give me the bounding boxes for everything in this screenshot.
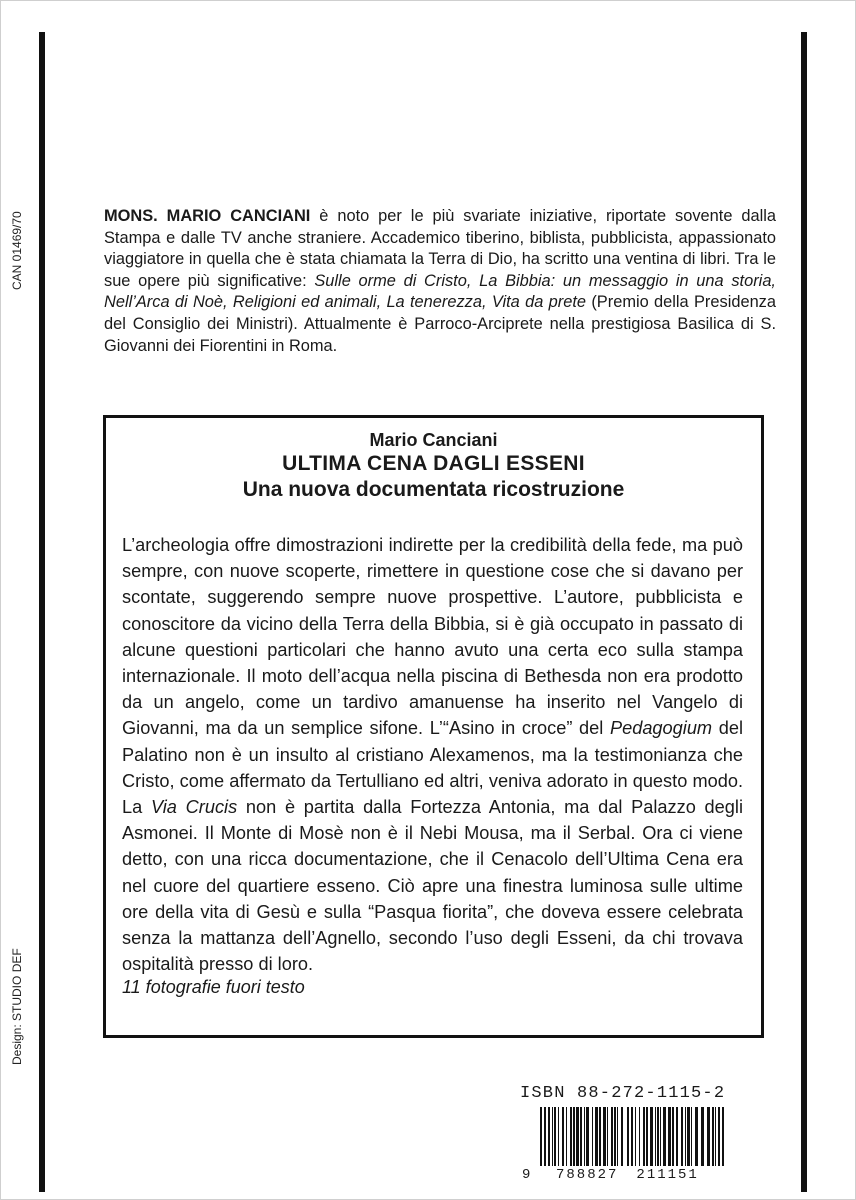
barcode-bar	[617, 1107, 618, 1169]
barcode-bar	[701, 1107, 704, 1169]
synopsis-part-1: L’archeologia offre dimostrazioni indirette per la credibilità della fede, ma può sempre, con nuove scoperte, rimettere in questione cose che si davano per scontate, suggerendo sempre nuove prospettive. L’autore, pubblicista e conoscitore da vicino della Terra della Bibbia, si è già occupato in passato di alcune questioni particolari che hanno avuto una certa eco sulla stampa internazionale. Il moto dell’acqua nella piscina di Bethesda non era prodotto da un angelo, come un tardivo amanuense ha inserito nel Vangelo di Giovanni, ma da un semplice sifone. L’“Asino in croce” del	[122, 535, 743, 739]
photos-note: 11 fotografie fuori testo	[122, 977, 305, 997]
barcode-bar	[668, 1107, 671, 1169]
barcode-bar	[691, 1107, 692, 1169]
barcode-bar	[592, 1107, 593, 1169]
barcode-bar	[599, 1107, 601, 1169]
barcode-bar	[595, 1107, 598, 1169]
barcode-bar	[643, 1107, 645, 1169]
barcode-bar	[715, 1107, 716, 1169]
barcode-bar	[660, 1107, 661, 1169]
barcode-bar	[562, 1107, 564, 1169]
left-vertical-rule	[39, 32, 45, 1192]
synopsis-part-2: del Palatino non è un insulto al cristiano Alexamenos, ma la testimonianza che Cristo, come affermato da Tertulliano ed altri, veniva adorato in questo modo. La	[122, 718, 744, 818]
barcode-bar	[707, 1107, 710, 1169]
barcode-bar	[576, 1107, 579, 1169]
barcode-bar	[635, 1107, 636, 1169]
barcode-bar	[614, 1107, 616, 1169]
barcode-bar	[570, 1107, 572, 1169]
barcode-bar	[558, 1107, 559, 1169]
catalog-code: CAN 01469/70	[10, 211, 24, 290]
synopsis-italic-1: Pedagogium	[609, 718, 713, 739]
author-bio-name: MONS. MARIO CANCIANI	[104, 207, 311, 225]
book-subtitle: Una nuova documentata ricostruzione	[242, 478, 625, 501]
synopsis-italic-2: Via Crucis	[150, 797, 238, 818]
barcode-bar	[586, 1107, 589, 1169]
barcode-digits-left: 788827	[556, 1167, 619, 1183]
barcode-bar	[584, 1107, 585, 1169]
barcode-bar	[573, 1107, 575, 1169]
barcode-bar	[603, 1107, 606, 1169]
barcode-bar	[676, 1107, 678, 1169]
barcode-bar	[712, 1107, 714, 1169]
barcode-digits	[520, 1166, 778, 1183]
barcode-bar	[580, 1107, 582, 1169]
author-bio-works: Sulle orme di Cristo, La Bibbia: un messaggio in una storia, Nell’Arca di Noè, Religioni ed animali, La tenerezza, Vita da prete	[104, 271, 776, 312]
barcode-bar	[650, 1107, 653, 1169]
barcode-bar	[554, 1107, 556, 1169]
barcode-bar	[548, 1107, 550, 1169]
barcode-digits-right: 211151	[636, 1167, 699, 1183]
book-title: ULTIMA CENA DAGLI ESSENI	[282, 452, 585, 475]
barcode-bar	[621, 1107, 623, 1169]
barcode-bar	[552, 1107, 553, 1169]
author-bio-intro: è noto per le più svariate iniziative, riportate sovente dalla Stampa e dalle TV anche straniere. Accademico tiberino, biblista, pubblicista, appassionato viaggiatore in quella che è stata chiamata la Terra di Dio, ha scritto una ventina di libri. Tra le sue opere più significative:	[104, 207, 777, 290]
barcode-bar	[611, 1107, 613, 1169]
barcode-bar	[681, 1107, 683, 1169]
barcode-bar	[607, 1107, 608, 1169]
barcode-bar	[687, 1107, 690, 1169]
synopsis-part-3: non è partita dalla Fortezza Antonia, ma dal Palazzo degli Asmonei. Il Monte di Mosè non è il Nebi Mousa, ma il Serbal. Ora ci viene detto, con una ricca documentazione, che il Cenacolo dell’Ultima Cena era nel cuore del quartiere esseno. Ciò apre una finestra luminosa sulle ultime ore della vita di Gesù e sulla “Pasqua fiorita”, che doveva essere celebrata senza la mattanza dell’Agnello, secondo l’uso degli Esseni, da chi trovava ospitalità presso di loro.	[122, 797, 743, 975]
barcode-bar	[695, 1107, 698, 1169]
barcode-bar	[672, 1107, 674, 1169]
author-bio	[104, 206, 776, 357]
synopsis-box	[103, 415, 764, 1038]
barcode-bar	[639, 1107, 640, 1169]
barcode-bar	[657, 1107, 659, 1169]
barcode-bar	[566, 1107, 567, 1169]
barcode	[520, 1107, 778, 1183]
right-vertical-rule	[801, 32, 807, 1192]
author-bio-outro: (Premio della Presidenza del Consiglio dei Ministri). Attualmente è Parroco-Arciprete nella prestigiosa Basilica di S. Giovanni dei Fiorentini in Roma.	[104, 293, 776, 355]
barcode-bar	[663, 1107, 666, 1169]
design-credit: Design: STUDIO DEF	[10, 948, 24, 1065]
barcode-bar	[685, 1107, 686, 1169]
barcode-bar	[655, 1107, 656, 1169]
isbn-label: ISBN 88-272-1115-2	[520, 1084, 726, 1103]
synopsis-text	[122, 532, 743, 977]
barcode-digit-first: 9	[522, 1167, 531, 1183]
barcode-bar	[646, 1107, 648, 1169]
book-author: Mario Canciani	[369, 430, 498, 450]
